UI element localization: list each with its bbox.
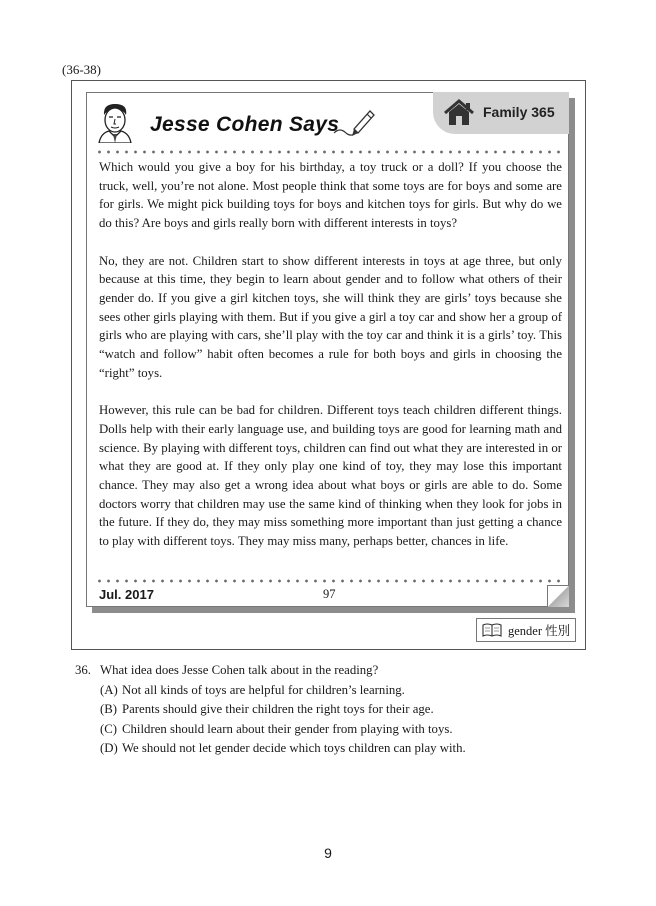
option-text: We should not let gender decide which toys children can play with.: [122, 741, 466, 755]
dotted-divider: [95, 579, 560, 583]
column-name: Family 365: [483, 104, 555, 120]
answer-options: [75, 681, 466, 759]
question-36: [75, 661, 466, 759]
paragraph: Which would you give a boy for his birthday, a toy truck or a doll? If you choose the truck, well, you’re not alone. Most people think that some toys are for boys and some are for girls. We might pick building toys for boys and kitchen toys for girls. But why do we do this? Are boys and girls really born with different interests in toys?: [99, 160, 562, 231]
man-portrait-icon: [95, 101, 135, 143]
article-card: [86, 92, 569, 607]
paragraph: No, they are not. Children start to show different interests in toys at age three, but only because at this time, they begin to learn about gender and to follow what others of their gender do. If you give a girl kitchen toys, she will think they are girls’ toys because she sees other girls playing with them. But if you give a girl a toy car and show her a group of girls who are playing with cars, she’ll play with the toy car and think it is a girls’ toy. This “watch and follow” habit often becomes a rule for both boys and girls in choosing the “right” toys.: [99, 253, 562, 380]
question-number: 36.: [75, 663, 91, 677]
option-label: (B): [100, 702, 118, 716]
option-d[interactable]: [100, 739, 466, 759]
question-stem: What idea does Jesse Cohen talk about in the reading?: [100, 663, 379, 677]
article-body: [99, 158, 562, 551]
option-label: (A): [100, 682, 118, 697]
option-b[interactable]: [100, 700, 466, 720]
paragraph: However, this rule can be bad for children. Different toys teach children different things. Dolls help with their early language use, and building toys are good for learning math and science. By playing with different toys, children can find out what they are interested in or what they are good at. If they only play one kind of toy, they may lose this important chance. They may also get a wrong idea about what boys or girls are able to do. Some doctors worry that children may use the same kind of thinking when they look for jobs in the future. If they do, they may miss something more important than just getting a chance to play with different toys. They may miss many, perhaps better, chances in life.: [99, 403, 562, 549]
option-text: Children should learn about their gender from playing with toys.: [122, 721, 453, 736]
option-text: Parents should give their children the right toys for their age.: [122, 702, 434, 716]
option-c[interactable]: [100, 720, 466, 740]
option-label: (D): [100, 741, 118, 755]
dotted-divider: [95, 150, 560, 154]
glossary-box: [476, 618, 576, 642]
column-tab: [433, 92, 569, 134]
pen-icon: [332, 105, 378, 139]
glossary-entry: gender 性別: [508, 624, 571, 638]
book-icon: [482, 623, 502, 637]
page-curl: [547, 585, 569, 607]
option-a[interactable]: [100, 681, 466, 701]
card-page-number: 97: [323, 587, 336, 601]
house-icon: [443, 99, 475, 127]
question-range: (36-38): [62, 62, 101, 77]
page-number: 9: [324, 845, 332, 861]
option-label: (C): [100, 721, 118, 736]
column-title: Jesse Cohen Says: [150, 113, 340, 136]
issue-date: Jul. 2017: [99, 587, 154, 602]
option-text: Not all kinds of toys are helpful for children’s learning.: [122, 682, 405, 697]
